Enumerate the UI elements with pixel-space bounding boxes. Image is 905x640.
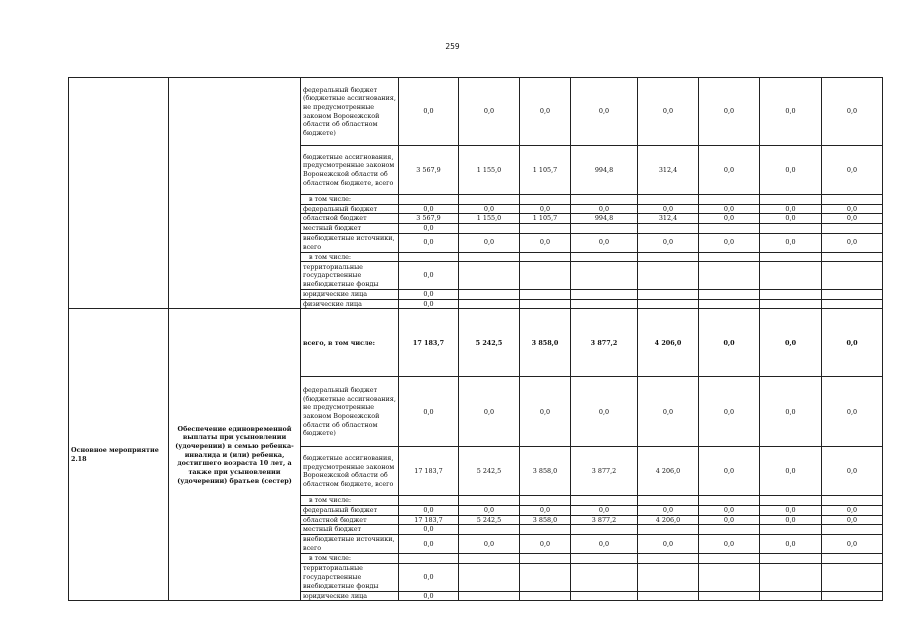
value-cell: 0,0 — [399, 262, 459, 290]
value-cell — [822, 195, 883, 205]
value-cell: 0,0 — [699, 309, 760, 377]
value-cell: 0,0 — [399, 78, 459, 146]
value-cell: 0,0 — [822, 233, 883, 252]
value-cell: 5 242,5 — [459, 515, 520, 525]
value-cell: 0,0 — [399, 506, 459, 516]
value-cell — [822, 299, 883, 309]
value-cell: 0,0 — [699, 204, 760, 214]
value-cell — [638, 554, 699, 564]
main-event-cell — [69, 78, 169, 309]
value-cell — [760, 554, 822, 564]
value-cell: 1 155,0 — [459, 146, 520, 195]
value-cell: 3 877,2 — [571, 447, 638, 496]
table-row — [69, 309, 883, 377]
value-cell: 0,0 — [760, 535, 822, 554]
value-cell: 0,0 — [399, 377, 459, 447]
value-cell: 0,0 — [520, 506, 571, 516]
value-cell — [459, 554, 520, 564]
value-cell — [459, 195, 520, 205]
value-cell — [399, 195, 459, 205]
value-cell: 0,0 — [520, 204, 571, 214]
value-cell: 0,0 — [760, 377, 822, 447]
value-cell — [520, 252, 571, 262]
value-cell: 0,0 — [520, 535, 571, 554]
value-cell: 0,0 — [399, 299, 459, 309]
value-cell — [638, 290, 699, 300]
value-cell: 0,0 — [760, 515, 822, 525]
value-cell — [822, 290, 883, 300]
value-cell — [760, 591, 822, 601]
value-cell: 0,0 — [459, 204, 520, 214]
value-cell — [459, 525, 520, 535]
value-cell: 3 567,9 — [399, 214, 459, 224]
value-cell — [638, 252, 699, 262]
value-cell: 0,0 — [760, 447, 822, 496]
value-cell: 17 183,7 — [399, 447, 459, 496]
value-cell: 1 155,0 — [459, 214, 520, 224]
value-cell: 3 877,2 — [571, 515, 638, 525]
funding-source-label: физические лица — [301, 299, 399, 309]
value-cell — [520, 195, 571, 205]
value-cell — [571, 563, 638, 591]
value-cell — [459, 262, 520, 290]
value-cell — [571, 299, 638, 309]
value-cell — [822, 252, 883, 262]
value-cell — [638, 563, 699, 591]
funding-source-label: областной бюджет — [301, 214, 399, 224]
funding-source-label: областной бюджет — [301, 515, 399, 525]
value-cell — [638, 496, 699, 506]
value-cell: 0,0 — [399, 563, 459, 591]
funding-source-label: бюджетные ассигнования, предусмотренные законом Воронежской области об областном бюджете, всего — [301, 447, 399, 496]
value-cell: 0,0 — [699, 447, 760, 496]
value-cell: 1 105,7 — [520, 146, 571, 195]
value-cell: 0,0 — [822, 535, 883, 554]
value-cell: 0,0 — [822, 214, 883, 224]
value-cell: 0,0 — [399, 535, 459, 554]
main-event-cell: Основное мероприятие 2.18 — [69, 309, 169, 601]
budget-table-body — [69, 78, 883, 601]
value-cell: 0,0 — [699, 506, 760, 516]
value-cell: 0,0 — [760, 78, 822, 146]
value-cell — [399, 496, 459, 506]
value-cell — [571, 525, 638, 535]
value-cell — [760, 223, 822, 233]
value-cell: 1 105,7 — [520, 214, 571, 224]
value-cell — [520, 525, 571, 535]
value-cell: 0,0 — [571, 204, 638, 214]
value-cell: 0,0 — [399, 591, 459, 601]
funding-source-label: бюджетные ассигнования, предусмотренные законом Воронежской области об областном бюджете, всего — [301, 146, 399, 195]
value-cell — [699, 290, 760, 300]
value-cell — [760, 290, 822, 300]
funding-source-label: федеральный бюджет — [301, 506, 399, 516]
budget-table — [68, 77, 883, 601]
value-cell: 0,0 — [699, 377, 760, 447]
value-cell — [459, 563, 520, 591]
value-cell — [699, 563, 760, 591]
value-cell — [459, 299, 520, 309]
value-cell — [699, 496, 760, 506]
value-cell — [760, 299, 822, 309]
value-cell — [638, 262, 699, 290]
value-cell: 0,0 — [459, 233, 520, 252]
value-cell — [459, 252, 520, 262]
value-cell — [399, 554, 459, 564]
value-cell: 3 858,0 — [520, 309, 571, 377]
value-cell: 3 567,9 — [399, 146, 459, 195]
value-cell — [822, 262, 883, 290]
value-cell — [638, 591, 699, 601]
value-cell — [459, 290, 520, 300]
value-cell — [760, 262, 822, 290]
value-cell — [699, 299, 760, 309]
value-cell — [760, 496, 822, 506]
value-cell: 0,0 — [520, 377, 571, 447]
value-cell — [571, 554, 638, 564]
value-cell: 0,0 — [520, 233, 571, 252]
value-cell: 0,0 — [571, 535, 638, 554]
value-cell: 0,0 — [699, 535, 760, 554]
funding-source-label: юридические лица — [301, 591, 399, 601]
value-cell: 0,0 — [638, 233, 699, 252]
value-cell: 0,0 — [459, 506, 520, 516]
funding-source-label: в том числе: — [301, 252, 399, 262]
value-cell: 994,8 — [571, 214, 638, 224]
value-cell: 0,0 — [399, 204, 459, 214]
value-cell — [520, 299, 571, 309]
value-cell: 0,0 — [638, 204, 699, 214]
funding-source-label: внебюджетные источники, всего — [301, 233, 399, 252]
value-cell: 5 242,5 — [459, 447, 520, 496]
value-cell: 3 858,0 — [520, 447, 571, 496]
value-cell: 0,0 — [760, 146, 822, 195]
value-cell — [571, 290, 638, 300]
value-cell: 0,0 — [699, 146, 760, 195]
value-cell: 0,0 — [459, 377, 520, 447]
value-cell — [459, 591, 520, 601]
value-cell: 0,0 — [399, 233, 459, 252]
value-cell: 0,0 — [399, 290, 459, 300]
funding-source-label: местный бюджет — [301, 223, 399, 233]
funding-source-label: в том числе: — [301, 554, 399, 564]
value-cell: 4 206,0 — [638, 447, 699, 496]
value-cell: 3 877,2 — [571, 309, 638, 377]
value-cell — [822, 563, 883, 591]
value-cell: 0,0 — [760, 214, 822, 224]
value-cell: 312,4 — [638, 214, 699, 224]
value-cell — [760, 252, 822, 262]
value-cell: 0,0 — [760, 506, 822, 516]
value-cell: 0,0 — [638, 377, 699, 447]
funding-source-label: федеральный бюджет (бюджетные ассигнования, не предусмотренные законом Воронежской области об областном бюджете) — [301, 377, 399, 447]
funding-source-label: местный бюджет — [301, 525, 399, 535]
value-cell — [520, 262, 571, 290]
value-cell — [459, 223, 520, 233]
value-cell: 0,0 — [822, 78, 883, 146]
value-cell — [571, 262, 638, 290]
value-cell — [399, 252, 459, 262]
value-cell: 0,0 — [822, 377, 883, 447]
value-cell — [760, 563, 822, 591]
value-cell: 0,0 — [760, 309, 822, 377]
funding-source-label: внебюджетные источники, всего — [301, 535, 399, 554]
value-cell: 0,0 — [571, 506, 638, 516]
value-cell: 4 206,0 — [638, 309, 699, 377]
value-cell: 0,0 — [822, 447, 883, 496]
value-cell — [638, 299, 699, 309]
value-cell: 0,0 — [822, 506, 883, 516]
value-cell — [520, 496, 571, 506]
value-cell: 0,0 — [638, 535, 699, 554]
value-cell — [638, 525, 699, 535]
value-cell: 0,0 — [699, 233, 760, 252]
value-cell: 0,0 — [399, 223, 459, 233]
value-cell: 0,0 — [520, 78, 571, 146]
value-cell — [699, 223, 760, 233]
value-cell — [571, 591, 638, 601]
value-cell: 17 183,7 — [399, 309, 459, 377]
value-cell: 0,0 — [571, 78, 638, 146]
value-cell: 0,0 — [459, 78, 520, 146]
value-cell — [520, 290, 571, 300]
value-cell: 0,0 — [822, 515, 883, 525]
value-cell: 0,0 — [760, 204, 822, 214]
value-cell: 0,0 — [760, 233, 822, 252]
funding-source-label: территориальные государственные внебюджетные фонды — [301, 262, 399, 290]
value-cell: 0,0 — [459, 535, 520, 554]
funding-source-label: федеральный бюджет (бюджетные ассигнования, не предусмотренные законом Воронежской области об областном бюджете) — [301, 78, 399, 146]
value-cell: 0,0 — [699, 515, 760, 525]
value-cell: 0,0 — [571, 233, 638, 252]
value-cell — [822, 591, 883, 601]
value-cell — [520, 591, 571, 601]
funding-source-label: в том числе: — [301, 195, 399, 205]
page-number: 259 — [445, 42, 460, 51]
value-cell — [459, 496, 520, 506]
funding-source-label: в том числе: — [301, 496, 399, 506]
value-cell — [571, 496, 638, 506]
value-cell: 0,0 — [699, 214, 760, 224]
value-cell — [571, 195, 638, 205]
value-cell — [699, 252, 760, 262]
value-cell — [760, 525, 822, 535]
value-cell — [760, 195, 822, 205]
table-row — [69, 78, 883, 146]
value-cell — [699, 525, 760, 535]
funding-source-label: юридические лица — [301, 290, 399, 300]
value-cell: 0,0 — [822, 309, 883, 377]
value-cell — [822, 496, 883, 506]
value-cell — [571, 223, 638, 233]
event-title-cell: Обеспечение единовременной выплаты при усыновлении (удочерении) в семью ребенка-инвалида и (или) ребенка, достигшего возраста 10 лет, а также при усыновлении (удочерении) братьев (сестер) — [169, 309, 301, 601]
value-cell — [520, 554, 571, 564]
value-cell: 5 242,5 — [459, 309, 520, 377]
funding-source-label: территориальные государственные внебюджетные фонды — [301, 563, 399, 591]
funding-source-label: всего, в том числе: — [301, 309, 399, 377]
value-cell: 0,0 — [822, 146, 883, 195]
value-cell: 17 183,7 — [399, 515, 459, 525]
value-cell — [571, 252, 638, 262]
value-cell — [520, 223, 571, 233]
value-cell — [638, 195, 699, 205]
value-cell: 994,8 — [571, 146, 638, 195]
value-cell: 0,0 — [571, 377, 638, 447]
value-cell — [699, 554, 760, 564]
value-cell — [699, 591, 760, 601]
value-cell: 0,0 — [638, 78, 699, 146]
value-cell — [699, 262, 760, 290]
value-cell: 0,0 — [699, 78, 760, 146]
value-cell: 0,0 — [638, 506, 699, 516]
value-cell: 0,0 — [399, 525, 459, 535]
value-cell: 0,0 — [822, 204, 883, 214]
value-cell: 4 206,0 — [638, 515, 699, 525]
value-cell: 3 858,0 — [520, 515, 571, 525]
value-cell — [822, 554, 883, 564]
value-cell — [520, 563, 571, 591]
funding-source-label: федеральный бюджет — [301, 204, 399, 214]
value-cell: 312,4 — [638, 146, 699, 195]
event-title-cell — [169, 78, 301, 309]
value-cell — [822, 223, 883, 233]
value-cell — [822, 525, 883, 535]
value-cell — [699, 195, 760, 205]
value-cell — [638, 223, 699, 233]
